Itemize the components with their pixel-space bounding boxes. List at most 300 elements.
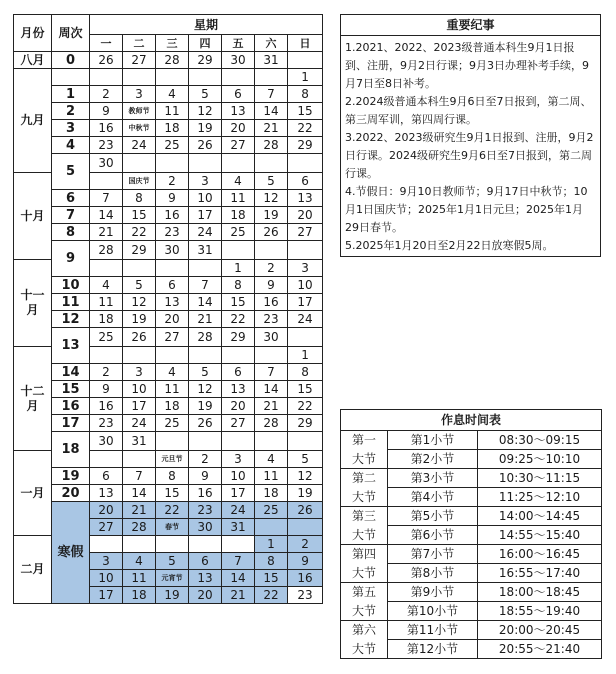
day-cell: 7 <box>255 86 288 103</box>
schedule-row <box>341 431 602 450</box>
day-cell: 16 <box>255 294 288 311</box>
day-cell: 19 <box>189 398 222 415</box>
day-cell: 8 <box>288 86 323 103</box>
day-cell: 24 <box>189 224 222 241</box>
day-cell: 9 <box>90 381 123 398</box>
holiday-day-cell: 国庆节 <box>123 173 156 190</box>
day-cell: 15 <box>156 485 189 502</box>
calendar-row <box>14 190 323 207</box>
day-cell: 20 <box>222 120 255 137</box>
events-list <box>341 36 600 255</box>
day-cell: 23 <box>90 415 123 432</box>
day-cell: 7 <box>90 190 123 207</box>
day-cell: 18 <box>90 311 123 328</box>
day-cell <box>189 154 222 173</box>
day-cell <box>255 69 288 86</box>
period-time: 14:55～15:40 <box>478 526 602 545</box>
day-cell <box>189 69 222 86</box>
day-cell: 13 <box>222 103 255 120</box>
day-cell: 29 <box>222 328 255 347</box>
day-cell: 20 <box>189 587 222 604</box>
calendar-row <box>14 224 323 241</box>
day-cell <box>90 451 123 468</box>
day-cell: 17 <box>123 398 156 415</box>
month-label: 十一月 <box>14 260 52 347</box>
calendar-row <box>14 485 323 502</box>
day-cell: 11 <box>123 570 156 587</box>
schedule-row <box>341 583 602 602</box>
day-cell: 16 <box>189 485 222 502</box>
day-cell: 3 <box>90 553 123 570</box>
period-label: 第3小节 <box>388 469 478 488</box>
day-cell <box>90 69 123 86</box>
day-cell <box>288 154 323 173</box>
session-group-label: 大节 <box>341 640 388 659</box>
day-cell: 16 <box>90 398 123 415</box>
day-cell <box>255 432 288 451</box>
period-time: 20:55～21:40 <box>478 640 602 659</box>
week-number: 2 <box>52 103 90 120</box>
day-cell: 5 <box>156 553 189 570</box>
week-number: 17 <box>52 415 90 432</box>
calendar-row <box>14 502 323 519</box>
day-cell: 23 <box>255 311 288 328</box>
day-cell: 6 <box>90 468 123 485</box>
calendar-row <box>14 398 323 415</box>
day-cell: 23 <box>189 502 222 519</box>
day-cell <box>255 154 288 173</box>
day-cell: 29 <box>288 415 323 432</box>
day-cell: 14 <box>255 103 288 120</box>
day-cell: 22 <box>123 224 156 241</box>
schedule-row <box>341 545 602 564</box>
day-cell: 18 <box>123 587 156 604</box>
holiday-day-cell: 元旦节 <box>156 451 189 468</box>
day-cell: 10 <box>288 277 323 294</box>
event-item: 1.2021、2022、2023级普通本科生9月1日报到、注册，9月2日行课；9月3日办理补考手续，9月7日至8日补考。 <box>345 41 589 90</box>
week-number: 12 <box>52 311 90 328</box>
event-item: 4.节假日：9月10日教师节；9月17日中秋节；10月1日国庆节；2025年1月1日元旦；2025年1月29日春节。 <box>345 185 588 234</box>
day-cell: 21 <box>189 311 222 328</box>
session-group-label: 第五 <box>341 583 388 602</box>
calendar-row <box>14 241 323 260</box>
day-cell: 21 <box>90 224 123 241</box>
day-cell: 14 <box>222 570 255 587</box>
day-cell: 30 <box>189 519 222 536</box>
day-cell: 2 <box>156 173 189 190</box>
day-cell: 11 <box>156 381 189 398</box>
day-cell: 6 <box>189 553 222 570</box>
week-number: 19 <box>52 468 90 485</box>
day-cell <box>222 69 255 86</box>
day-cell <box>90 536 123 553</box>
day-cell <box>255 519 288 536</box>
event-item: 5.2025年1月20日至2月22日放寒假5周。 <box>345 239 554 252</box>
schedule-row <box>341 469 602 488</box>
weekday-label: 五 <box>222 35 255 52</box>
day-cell: 16 <box>90 120 123 137</box>
week-number: 9 <box>52 241 90 277</box>
day-cell: 30 <box>222 52 255 69</box>
calendar-row <box>14 154 323 173</box>
schedule-row <box>341 526 602 545</box>
calendar-row <box>14 137 323 154</box>
period-label: 第11小节 <box>388 621 478 640</box>
month-label: 十二月 <box>14 347 52 451</box>
day-cell <box>189 432 222 451</box>
day-cell: 24 <box>288 311 323 328</box>
day-cell: 17 <box>189 207 222 224</box>
period-time: 11:25～12:10 <box>478 488 602 507</box>
day-cell: 19 <box>189 120 222 137</box>
day-cell <box>123 536 156 553</box>
week-number: 20 <box>52 485 90 502</box>
weekday-label: 一 <box>90 35 123 52</box>
week-number: 4 <box>52 137 90 154</box>
day-cell <box>222 432 255 451</box>
day-cell: 28 <box>255 137 288 154</box>
day-cell: 13 <box>222 381 255 398</box>
calendar-row <box>14 69 323 86</box>
period-time: 10:30～11:15 <box>478 469 602 488</box>
school-calendar <box>13 14 323 604</box>
day-cell: 17 <box>288 294 323 311</box>
week-number: 14 <box>52 364 90 381</box>
day-cell <box>222 241 255 260</box>
day-cell: 31 <box>189 241 222 260</box>
day-cell: 31 <box>123 432 156 451</box>
day-cell: 18 <box>156 398 189 415</box>
day-cell: 1 <box>222 260 255 277</box>
day-cell: 14 <box>255 381 288 398</box>
day-cell: 5 <box>123 277 156 294</box>
period-label: 第7小节 <box>388 545 478 564</box>
calendar-row <box>14 311 323 328</box>
holiday-day-cell: 春节 <box>156 519 189 536</box>
day-cell: 13 <box>288 190 323 207</box>
event-item: 2.2024级普通本科生9月6日至7日报到，第二周、第三周军训，第四周行课。 <box>345 95 592 126</box>
week-number: 18 <box>52 432 90 468</box>
day-cell: 28 <box>123 519 156 536</box>
day-cell: 8 <box>222 277 255 294</box>
holiday-day-cell: 元宵节 <box>156 570 189 587</box>
day-cell: 11 <box>255 468 288 485</box>
session-group-label: 第六 <box>341 621 388 640</box>
day-cell: 4 <box>90 277 123 294</box>
day-cell: 27 <box>222 415 255 432</box>
month-label: 十月 <box>14 173 52 260</box>
day-cell: 1 <box>288 69 323 86</box>
month-label: 八月 <box>14 52 52 69</box>
day-cell: 26 <box>189 137 222 154</box>
calendar-row <box>14 328 323 347</box>
weekday-title: 星期 <box>90 15 323 35</box>
day-cell: 28 <box>255 415 288 432</box>
day-cell <box>222 154 255 173</box>
week-number: 3 <box>52 120 90 137</box>
period-time: 18:00～18:45 <box>478 583 602 602</box>
day-cell: 5 <box>189 364 222 381</box>
day-cell: 12 <box>123 294 156 311</box>
day-cell: 5 <box>189 86 222 103</box>
day-cell: 23 <box>288 587 323 604</box>
period-time: 18:55～19:40 <box>478 602 602 621</box>
day-cell: 12 <box>255 190 288 207</box>
day-cell: 14 <box>123 485 156 502</box>
day-cell: 30 <box>90 154 123 173</box>
day-cell <box>288 241 323 260</box>
day-cell: 6 <box>288 173 323 190</box>
day-cell: 6 <box>156 277 189 294</box>
day-cell: 3 <box>288 260 323 277</box>
day-cell: 15 <box>288 381 323 398</box>
schedule-row <box>341 640 602 659</box>
day-cell: 7 <box>222 553 255 570</box>
week-number: 16 <box>52 398 90 415</box>
day-cell: 19 <box>288 485 323 502</box>
day-cell: 2 <box>90 86 123 103</box>
period-label: 第6小节 <box>388 526 478 545</box>
week-number: 15 <box>52 381 90 398</box>
day-cell: 2 <box>255 260 288 277</box>
day-cell: 17 <box>90 587 123 604</box>
day-cell <box>90 347 123 364</box>
day-cell: 4 <box>255 451 288 468</box>
calendar-row <box>14 207 323 224</box>
day-cell <box>156 154 189 173</box>
day-cell <box>222 536 255 553</box>
day-cell: 30 <box>156 241 189 260</box>
day-cell: 29 <box>123 241 156 260</box>
period-label: 第9小节 <box>388 583 478 602</box>
event-item: 3.2022、2023级研究生9月1日报到、注册，9月2日行课。2024级研究生9月6日至7日报到，第二周行课。 <box>345 131 594 180</box>
day-cell: 15 <box>222 294 255 311</box>
day-cell: 11 <box>156 103 189 120</box>
day-cell: 20 <box>156 311 189 328</box>
calendar-row <box>14 432 323 451</box>
day-cell: 3 <box>222 451 255 468</box>
day-cell: 18 <box>156 120 189 137</box>
events-title: 重要纪事 <box>341 15 600 36</box>
day-cell: 24 <box>123 415 156 432</box>
week-number: 1 <box>52 86 90 103</box>
day-cell: 9 <box>255 277 288 294</box>
day-cell: 19 <box>123 311 156 328</box>
holiday-day-cell: 中秋节 <box>123 120 156 137</box>
day-cell <box>288 52 323 69</box>
schedule-row <box>341 450 602 469</box>
important-events-panel <box>340 14 601 257</box>
day-cell: 20 <box>222 398 255 415</box>
day-cell: 15 <box>255 570 288 587</box>
day-cell: 31 <box>255 52 288 69</box>
day-cell: 10 <box>189 190 222 207</box>
calendar-row <box>14 120 323 137</box>
period-label: 第12小节 <box>388 640 478 659</box>
day-cell: 16 <box>156 207 189 224</box>
session-group-label: 大节 <box>341 450 388 469</box>
period-time: 14:00～14:45 <box>478 507 602 526</box>
calendar-row <box>14 294 323 311</box>
day-cell: 14 <box>189 294 222 311</box>
day-cell: 4 <box>156 86 189 103</box>
day-cell: 10 <box>123 381 156 398</box>
week-number <box>52 69 90 86</box>
day-cell: 5 <box>255 173 288 190</box>
calendar-row <box>14 415 323 432</box>
day-cell: 18 <box>255 485 288 502</box>
week-number: 5 <box>52 154 90 190</box>
day-cell: 29 <box>288 137 323 154</box>
day-cell: 24 <box>222 502 255 519</box>
month-header: 月份 <box>14 15 52 52</box>
holiday-day-cell: 教师节 <box>123 103 156 120</box>
day-cell <box>288 328 323 347</box>
calendar-row <box>14 52 323 69</box>
weekday-label: 四 <box>189 35 222 52</box>
day-cell: 6 <box>222 86 255 103</box>
day-cell: 23 <box>90 137 123 154</box>
schedule-title: 作息时间表 <box>341 410 602 431</box>
session-group-label: 第四 <box>341 545 388 564</box>
month-label: 九月 <box>14 69 52 173</box>
day-cell: 3 <box>123 364 156 381</box>
day-cell: 18 <box>222 207 255 224</box>
day-cell: 16 <box>288 570 323 587</box>
week-number: 13 <box>52 328 90 364</box>
day-cell: 22 <box>222 311 255 328</box>
day-cell: 9 <box>90 103 123 120</box>
day-cell <box>123 451 156 468</box>
day-cell: 12 <box>189 381 222 398</box>
day-cell <box>123 154 156 173</box>
week-number: 8 <box>52 224 90 241</box>
week-number: 0 <box>52 52 90 69</box>
day-cell: 3 <box>189 173 222 190</box>
day-cell: 22 <box>156 502 189 519</box>
period-label: 第4小节 <box>388 488 478 507</box>
calendar-row <box>14 381 323 398</box>
day-cell: 3 <box>123 86 156 103</box>
calendar-row <box>14 364 323 381</box>
day-cell: 8 <box>123 190 156 207</box>
schedule-row <box>341 488 602 507</box>
day-cell: 27 <box>156 328 189 347</box>
session-group-label: 第一 <box>341 431 388 450</box>
weekday-label: 日 <box>288 35 323 52</box>
day-cell: 2 <box>288 536 323 553</box>
day-cell: 11 <box>222 190 255 207</box>
day-cell <box>123 69 156 86</box>
day-cell: 9 <box>156 190 189 207</box>
weekday-label: 六 <box>255 35 288 52</box>
weekday-label: 三 <box>156 35 189 52</box>
day-cell: 12 <box>189 103 222 120</box>
day-cell <box>156 432 189 451</box>
day-cell <box>123 347 156 364</box>
period-time: 08:30～09:15 <box>478 431 602 450</box>
period-label: 第8小节 <box>388 564 478 583</box>
session-group-label: 大节 <box>341 526 388 545</box>
day-cell: 31 <box>222 519 255 536</box>
calendar-row <box>14 86 323 103</box>
session-group-label: 大节 <box>341 602 388 621</box>
day-cell: 9 <box>189 468 222 485</box>
day-cell: 4 <box>123 553 156 570</box>
period-time: 16:55～17:40 <box>478 564 602 583</box>
day-cell: 1 <box>255 536 288 553</box>
day-cell: 7 <box>123 468 156 485</box>
week-number: 寒假 <box>52 502 90 604</box>
day-cell: 21 <box>222 587 255 604</box>
day-cell: 26 <box>255 224 288 241</box>
day-cell <box>189 347 222 364</box>
session-group-label: 大节 <box>341 564 388 583</box>
day-cell: 22 <box>288 120 323 137</box>
day-cell: 8 <box>156 468 189 485</box>
day-cell: 10 <box>90 570 123 587</box>
calendar-row <box>14 277 323 294</box>
session-group-label: 第二 <box>341 469 388 488</box>
day-cell <box>255 241 288 260</box>
day-cell: 12 <box>288 468 323 485</box>
class-schedule <box>340 409 602 659</box>
day-cell: 20 <box>90 502 123 519</box>
day-cell: 15 <box>123 207 156 224</box>
day-cell: 26 <box>123 328 156 347</box>
schedule-row <box>341 507 602 526</box>
day-cell: 25 <box>156 137 189 154</box>
day-cell <box>156 260 189 277</box>
day-cell: 21 <box>123 502 156 519</box>
day-cell: 13 <box>90 485 123 502</box>
day-cell: 7 <box>255 364 288 381</box>
week-number: 7 <box>52 207 90 224</box>
day-cell <box>156 536 189 553</box>
day-cell <box>90 260 123 277</box>
day-cell: 11 <box>90 294 123 311</box>
period-label: 第2小节 <box>388 450 478 469</box>
day-cell: 21 <box>255 398 288 415</box>
day-cell: 4 <box>222 173 255 190</box>
day-cell: 25 <box>255 502 288 519</box>
session-group-label: 大节 <box>341 488 388 507</box>
day-cell: 29 <box>189 52 222 69</box>
day-cell: 26 <box>90 52 123 69</box>
day-cell <box>255 347 288 364</box>
schedule-row <box>341 564 602 583</box>
day-cell <box>156 347 189 364</box>
day-cell: 22 <box>288 398 323 415</box>
day-cell <box>288 519 323 536</box>
day-cell: 14 <box>90 207 123 224</box>
day-cell: 23 <box>156 224 189 241</box>
day-cell: 25 <box>222 224 255 241</box>
day-cell: 22 <box>255 587 288 604</box>
day-cell: 1 <box>288 347 323 364</box>
day-cell: 17 <box>222 485 255 502</box>
day-cell: 13 <box>189 570 222 587</box>
day-cell: 26 <box>288 502 323 519</box>
day-cell: 7 <box>189 277 222 294</box>
day-cell: 25 <box>90 328 123 347</box>
period-label: 第1小节 <box>388 431 478 450</box>
day-cell: 9 <box>288 553 323 570</box>
period-label: 第10小节 <box>388 602 478 621</box>
period-time: 16:00～16:45 <box>478 545 602 564</box>
day-cell: 27 <box>90 519 123 536</box>
day-cell <box>222 347 255 364</box>
